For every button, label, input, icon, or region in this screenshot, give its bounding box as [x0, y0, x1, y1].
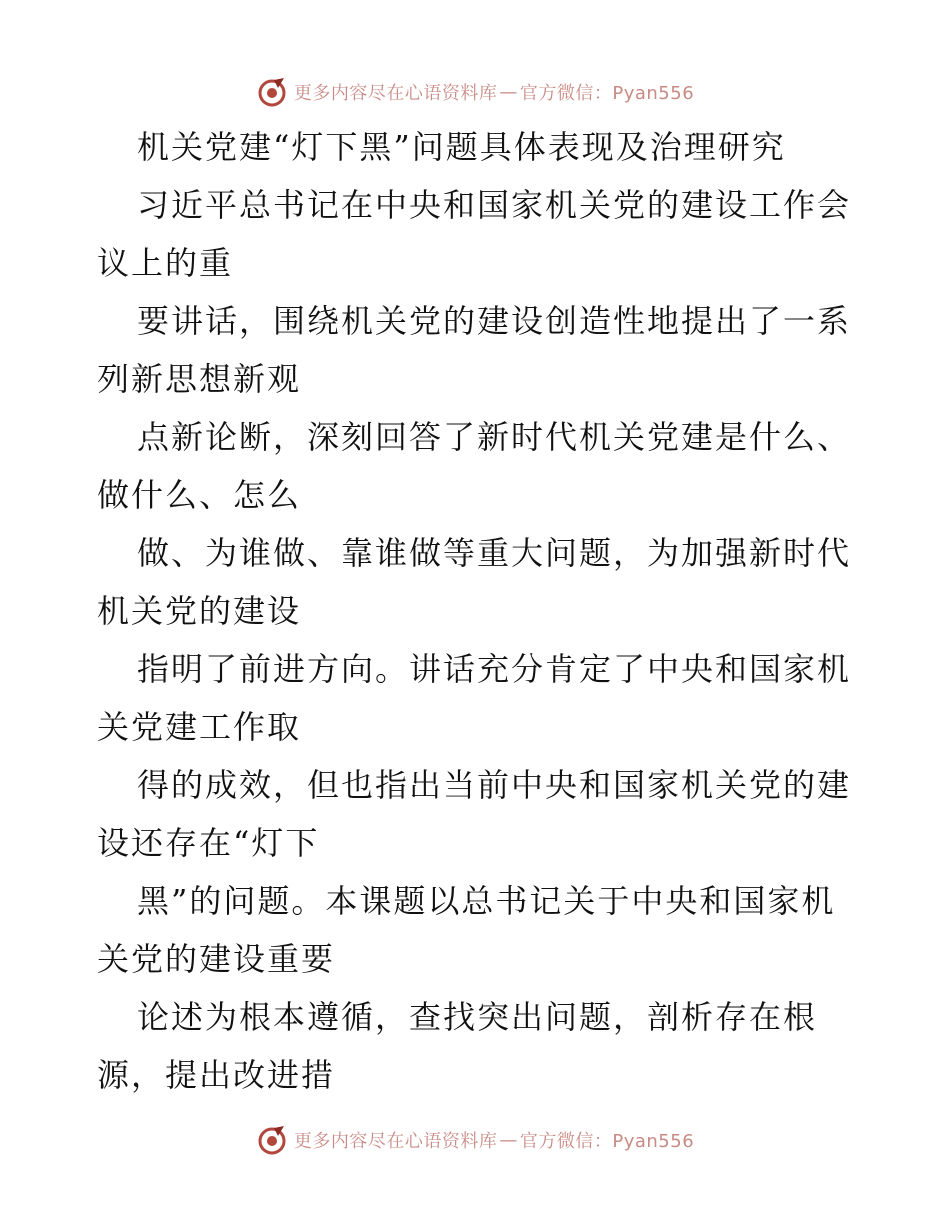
document-title: 机关党建“灯下黑”问题具体表现及治理研究	[137, 128, 786, 166]
text-line: 指明了前进方向。讲话充分肯定了中央和国家机	[137, 650, 852, 688]
text-line: 机关党的建设	[97, 592, 302, 630]
text-line: 做什么、怎么	[97, 476, 302, 514]
text-line: 关党的建设重要	[97, 940, 336, 978]
pen-logo-icon	[256, 76, 288, 108]
text-line: 列新思想新观	[97, 360, 302, 398]
text-line: 论述为根本遵循，查找突出问题，剖析存在根	[137, 998, 818, 1036]
text-line: 源，提出改进措	[97, 1056, 336, 1094]
watermark-separator: —	[499, 1129, 518, 1151]
watermark-text: 更多内容尽在心语资料库	[293, 83, 498, 104]
pen-logo-icon	[256, 1124, 288, 1156]
text-line: 做、为谁做、靠谁做等重大问题，为加强新时代	[137, 534, 852, 572]
document-body	[97, 118, 857, 1104]
text-line: 设还存在“灯下	[97, 824, 320, 862]
watermark-separator: —	[499, 81, 518, 103]
watermark-contact: 官方微信：Pyan556	[519, 83, 695, 104]
text-line: 习近平总书记在中央和国家机关党的建设工作会	[137, 186, 852, 224]
text-line: 关党建工作取	[97, 708, 302, 746]
watermark-text: 更多内容尽在心语资料库	[293, 1131, 498, 1152]
text-line: 黑”的问题。本课题以总书记关于中央和国家机	[137, 882, 836, 920]
header-watermark	[0, 72, 950, 112]
footer-watermark	[0, 1120, 950, 1160]
text-line: 点新论断，深刻回答了新时代机关党建是什么、	[137, 418, 852, 456]
text-line: 得的成效，但也指出当前中央和国家机关党的建	[137, 766, 852, 804]
watermark-contact: 官方微信：Pyan556	[519, 1131, 695, 1152]
text-line: 议上的重	[97, 244, 234, 282]
text-line: 要讲话，围绕机关党的建设创造性地提出了一系	[137, 302, 852, 340]
